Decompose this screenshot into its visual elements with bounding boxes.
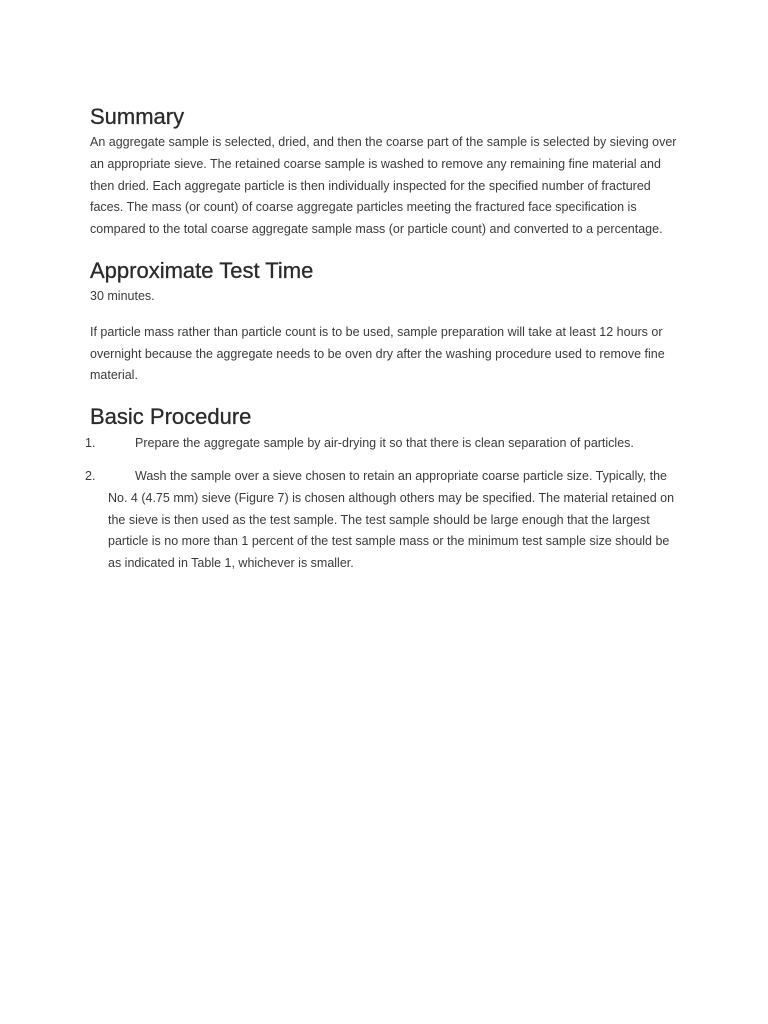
step-number: 1. [85,436,96,451]
procedure-step [85,466,680,575]
test-time-note: If particle mass rather than particle count is to be used, sample preparation will take at least 12 hours or overnight because the aggregate needs to be oven dry after the washing procedure used to remove fine material. [90,324,665,383]
procedure-heading: Basic Procedure [90,404,252,430]
step-text: Wash the sample over a sieve chosen to retain an appropriate coarse particle size. Typically, the No. 4 (4.75 mm) sieve (Figure 7) is chosen although others may be specified. The material retained on the sieve is then used as the test sample. The test sample should be large enough that the largest particle is no more than 1 percent of the test sample mass or the minimum test sample size should be as indicated in Table 1, whichever is smaller. [108,468,675,571]
procedure-step [85,433,680,455]
step-text: Prepare the aggregate sample by air-drying it so that there is clean separation of particles. [135,436,634,451]
procedure-steps-list [85,433,680,575]
summary-section [90,102,680,241]
summary-paragraph: An aggregate sample is selected, dried, and then the coarse part of the sample is selected by sieving over an appropriate sieve. The retained coarse sample is washed to remove any remaining fine material and then dried. Each aggregate particle is then individually inspected for the specified number of fractured faces. The mass (or count) of coarse aggregate particles meeting the fractured face specification is compared to the total coarse aggregate sample mass (or particle count) and converted to a percentage. [90,135,677,237]
procedure-section [85,402,680,575]
summary-heading: Summary [90,104,185,129]
test-time-value: 30 minutes. [90,288,155,303]
test-time-section [90,256,680,387]
test-time-heading: Approximate Test Time [90,257,314,283]
step-number: 2. [85,468,96,483]
